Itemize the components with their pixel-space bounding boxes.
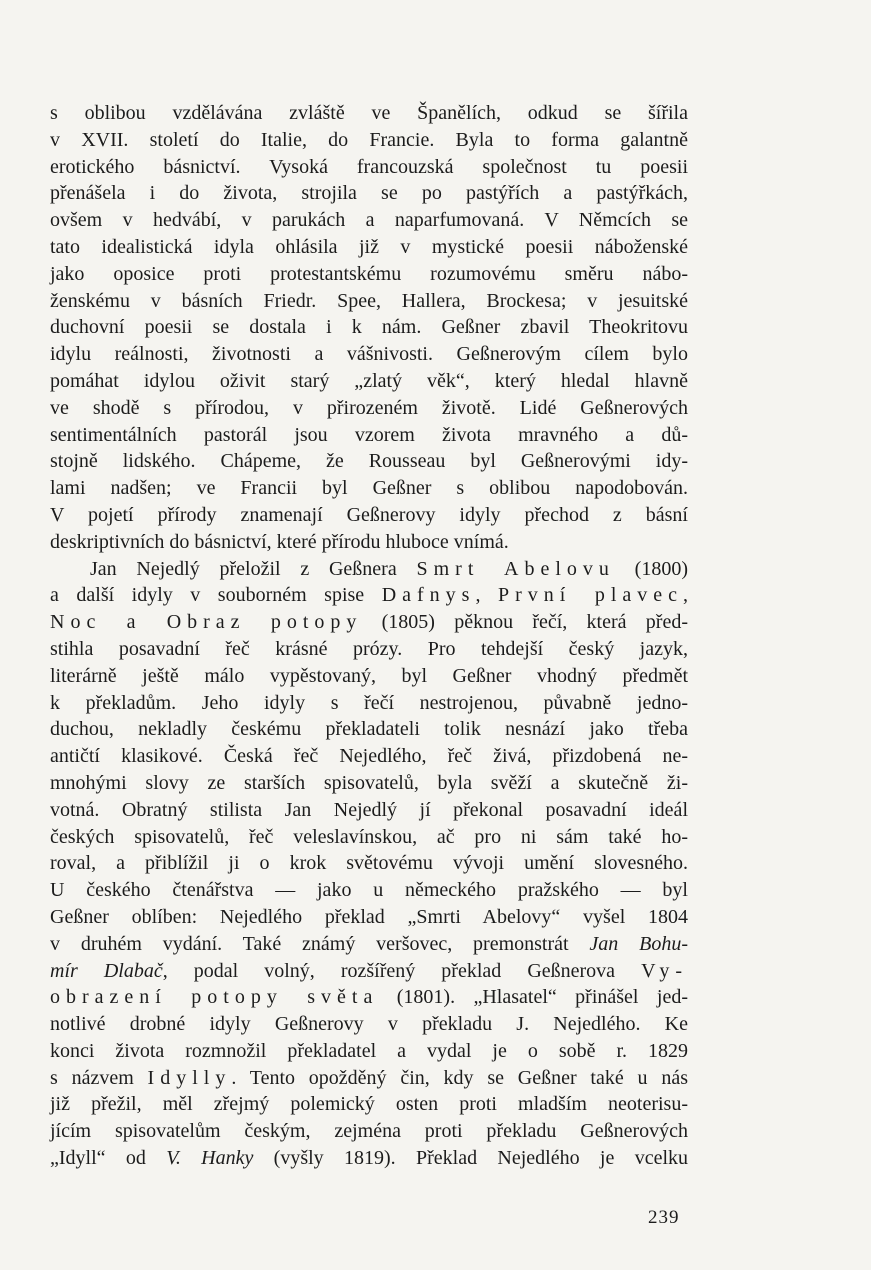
text-run: , [683,584,689,607]
text-line [50,1118,688,1145]
text-line [50,663,688,690]
text-line [50,180,688,207]
text-line [50,797,688,824]
text-run: jako oposice proti protestantskému rozumovému směru nábo- [50,262,688,285]
text-run: v druhém vydání. Také známý veršovec, premonstrát [50,932,590,955]
text-run: idylu reálnosti, životnosti a vášnivosti. Geßnerovým cílem bylo [50,343,688,366]
text-line [50,234,688,261]
text-run: notlivé drobné idyly Geßnerovy v překladu J. Nejedlého. Ke [50,1013,688,1036]
text-line [50,1065,688,1092]
body-text [50,100,688,1172]
text-run: jícím spisovatelům českým, zejména proti překladu Geßnerových [50,1120,688,1143]
text-run: s oblibou vzdělávána zvláště ve Španělích, odkud se šířila [50,102,688,124]
spaced-title: Vy- [641,959,688,982]
page-number: 239 [648,1207,680,1228]
text-line [50,556,688,583]
text-run: tato idealistická idyla ohlásila již v mystické poesii náboženské [50,235,688,258]
text-line [50,261,688,288]
text-run: přenášela i do života, strojila se po pastýřích a pastýřkách, [50,182,688,205]
text-run: již přežil, měl zřejmý polemický osten proti mladším neoterisu- [50,1093,688,1116]
text-run: deskriptivních do básnictví, které přírodu hluboce vnímá. [50,530,509,553]
text-run: duchou, nekladly českému překladateli tolik nesnází jako třeba [50,718,688,741]
text-line [50,475,688,502]
text-line [50,958,688,985]
text-run: U českého čtenářstva — jako u německého pražského — byl [50,879,688,902]
spaced-title: Noc a Obraz potopy [50,611,363,634]
text-line [50,1011,688,1038]
text-line [50,1038,688,1065]
text-run: ovšem v hedvábí, v parukách a naparfumovaná. V Němcích se [50,209,688,232]
text-run: (1801). „Hlasatel“ přinášel jed- [378,986,688,1009]
text-run: v XVII. století do Italie, do Francie. Byla to forma galantně [50,128,688,151]
text-line [50,609,688,636]
spaced-title: Idylly [147,1066,232,1089]
text-run: roval, a přiblížil ji o krok světovému vývoji umění slovesného. [50,852,688,875]
text-run: , [475,584,498,607]
text-line [50,395,688,422]
text-run: duchovní poesii se dostala i k nám. Geßner zbavil Theokritovu [50,316,688,339]
text-line [50,690,688,717]
text-run: s názvem [50,1066,148,1089]
italic-name: V. Hanky [166,1147,254,1170]
spaced-title: obrazení potopy světa [50,986,379,1009]
text-run: stojně lidského. Chápeme, že Rousseau byl Geßnerovými idy- [50,450,688,473]
spaced-title: První plavec [497,584,684,607]
text-run: erotického básnictví. Vysoká francouzská společnost tu poesii [50,155,688,178]
text-line [50,582,688,609]
text-run: konci života rozmnožil překladatel a vydal je o sobě r. 1829 [50,1039,688,1062]
text-run: ženskému v básních Friedr. Spee, Hallera, Brockesa; v jesuitské [50,289,688,312]
text-run: . Tento opožděný čin, kdy se Geßner také u nás [231,1066,688,1089]
text-run: (1800) [614,557,689,580]
text-run: (vyšly 1819). Překlad Nejedlého je vcelku [253,1147,689,1170]
text-run: a další idyly v souborném spise [50,584,382,607]
text-line [50,368,688,395]
text-line [50,207,688,234]
text-line [50,904,688,931]
text-run: (1805) pěknou řečí, která před- [362,611,688,634]
text-line [50,1091,688,1118]
text-line [50,770,688,797]
text-line [50,127,688,154]
text-run: ve shodě s přírodou, v přirozeném životě. Lidé Geßnerových [50,396,688,419]
text-line [50,716,688,743]
spaced-title: Dafnys [381,584,476,607]
text-line [50,448,688,475]
text-run: , podal volný, rozšířený překlad Geßnerova [162,959,642,982]
text-line [50,824,688,851]
text-line [50,877,688,904]
text-line [50,288,688,315]
text-line [50,636,688,663]
text-run: sentimentálních pastorál jsou vzorem života mravného a dů- [50,423,688,446]
text-run: „Idyll“ od [50,1147,167,1170]
text-run: lami nadšen; ve Francii byl Geßner s oblibou napodobován. [50,477,688,500]
text-run: k překladům. Jeho idyly s řečí nestrojenou, půvabně jedno- [50,691,688,714]
text-run: V pojetí přírody znamenají Geßnerovy idyly přechod z básní [50,503,688,526]
text-line [50,341,688,368]
text-run: Jan Nejedlý přeložil z Geßnera [90,557,417,580]
text-run: Geßner oblíben: Nejedlého překlad „Smrti Abelovy“ vyšel 1804 [50,905,688,928]
text-line [50,529,688,556]
text-run: literárně ještě málo vypěstovaný, byl Geßner vhodný předmět [50,664,688,687]
text-line [50,743,688,770]
text-line [50,850,688,877]
text-run: mnohými slovy ze starších spisovatelů, byla svěží a skutečně ži- [50,771,688,794]
text-line [50,154,688,181]
italic-name: Jan Bohu- [589,932,688,955]
text-run: českých spisovatelů, řeč veleslavínskou, ač pro ni sám také ho- [50,825,688,848]
text-line [50,1145,688,1172]
text-run: stihla posavadní řeč krásné prózy. Pro tehdejší český jazyk, [50,637,688,660]
text-line [50,314,688,341]
italic-name: mír Dlabač [50,959,163,982]
text-line [50,502,688,529]
text-line [50,984,688,1011]
spaced-title: Smrt Abelovu [416,557,615,580]
text-line [50,100,688,127]
text-line [50,422,688,449]
text-run: pomáhat idylou oživit starý „zlatý věk“, který hledal hlavně [50,369,688,392]
text-run: votná. Obratný stilista Jan Nejedlý jí překonal posavadní ideál [50,798,688,821]
text-line [50,931,688,958]
text-run: antičtí klasikové. Česká řeč Nejedlého, řeč živá, přizdobená ne- [50,745,688,768]
